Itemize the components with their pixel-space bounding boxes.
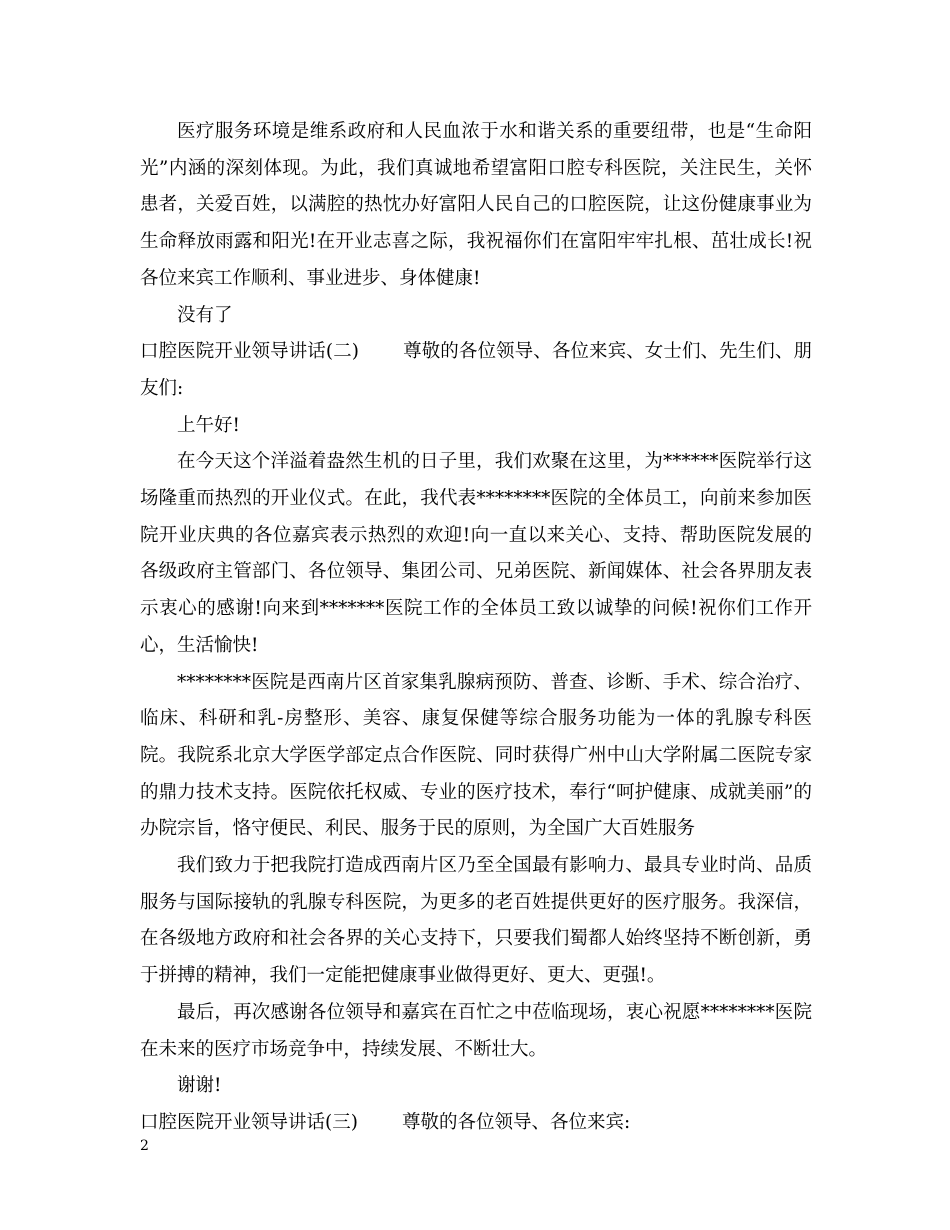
page-number: 2: [140, 1138, 149, 1154]
speech-heading-three: [140, 1105, 812, 1142]
paragraph-commitment: 我们致力于把我院打造成西南片区乃至全国最有影响力、最具专业时尚、品质服务与国际接轨的乳腺专科医院，为更多的老百姓提供更好的医疗服务。我深信，在各级地方政府和社会各界的关心支持下，只要我们蜀都人始终坚持不断创新，勇于拼搏的精神，我们一定能把健康事业做得更好、更大、更强!。: [140, 855, 812, 987]
speech-title-two: 口腔医院开业领导讲话(二): [140, 341, 360, 363]
speech-title-three: 口腔医院开业领导讲话(三): [140, 1111, 358, 1133]
document-body: [140, 114, 812, 1142]
paragraph-greeting: 上午好!: [177, 414, 240, 436]
paragraph-welcome: 在今天这个洋溢着盎然生机的日子里，我们欢聚在这里，为******医院举行这场隆重而热烈的开业仪式。在此，我代表********医院的全体员工，向前来参加医院开业庆典的各位嘉宾表示热烈的欢迎!向一直以来关心、支持、帮助医院发展的各级政府主管部门、各位领导、集团公司、兄弟医院、新闻媒体、社会各界朋友表示衷心的感谢!向来到*******医院工作的全体员工致以诚挚的问候!祝你们工作开心，生活愉快!: [140, 451, 812, 656]
speech-salutation-two: 尊敬的各位领导、各位来宾、女士们、先生们、朋友们:: [140, 341, 812, 399]
paragraph-closing-blessing: 医疗服务环境是维系政府和人民血浓于水和谐关系的重要纽带，也是“生命阳光”内涵的深刻体现。为此，我们真诚地希望富阳口腔专科医院，关注民生，关怀患者，关爱百姓，以满腔的热忱办好富阳人民自己的口腔医院，让这份健康事业为生命释放雨露和阳光!在开业志喜之际，我祝福你们在富阳牢牢扎根、茁壮成长!祝各位来宾工作顺利、事业进步、身体健康!: [140, 121, 812, 289]
paragraph-end-note: 没有了: [177, 304, 233, 326]
paragraph-hospital-intro: ********医院是西南片区首家集乳腺病预防、普查、诊断、手术、综合治疗、临床、科研和乳-房整形、美容、康复保健等综合服务功能为一体的乳腺专科医院。我院系北京大学医学部定点合作医院、同时获得广州中山大学附属二医院专家的鼎力技术支持。医院依托权威、专业的医疗技术，奉行“呵护健康、成就美丽”的办院宗旨，恪守便民、利民、服务于民的原则，为全国广大百姓服务: [140, 671, 812, 840]
speech-salutation-three: 尊敬的各位领导、各位来宾:: [401, 1111, 631, 1133]
speech-heading-two: [140, 334, 812, 407]
paragraph-thank-you: 谢谢!: [177, 1075, 222, 1097]
paragraph-final-thanks: 最后，再次感谢各位领导和嘉宾在百忙之中莅临现场，衷心祝愿********医院在未来的医疗市场竞争中，持续发展、不断壮大。: [140, 1001, 812, 1060]
